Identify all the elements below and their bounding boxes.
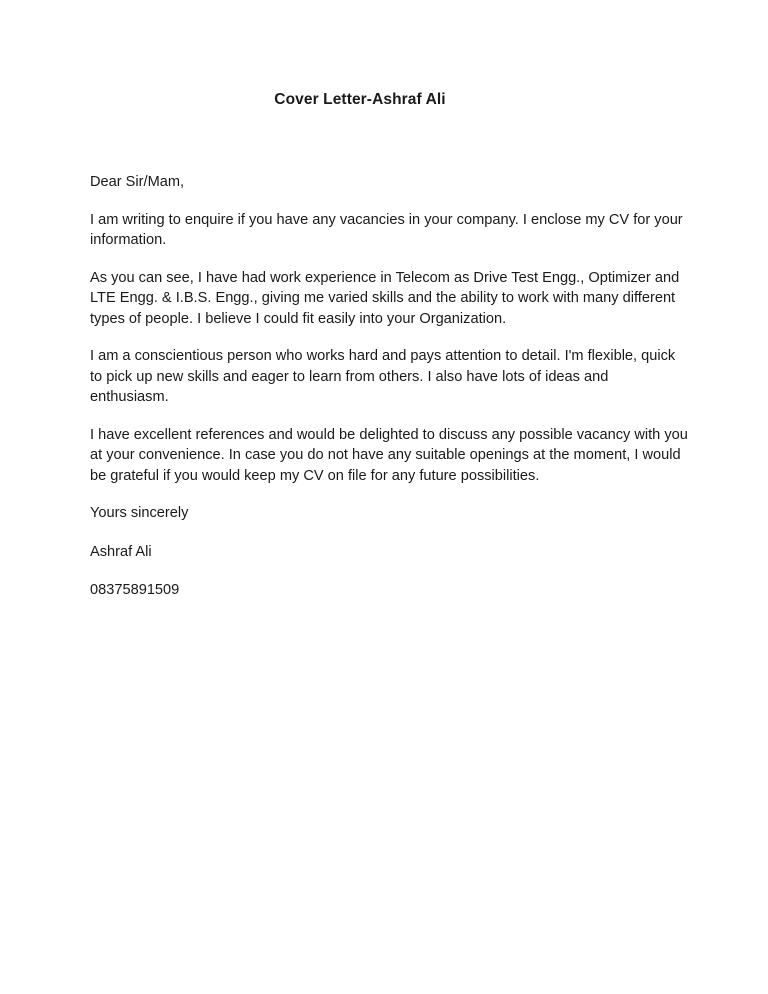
paragraph-experience: As you can see, I have had work experience in Telecom as Drive Test Engg., Optimizer and LTE Engg. & I.B.S. Engg., giving me varied skills and the ability to work with many different types of people. I believe I could fit easily into your Organization. (90, 269, 680, 327)
closing: Yours sincerely (90, 505, 189, 521)
paragraph-enquiry: I am writing to enquire if you have any vacancies in your company. I enclose my CV for your information. (90, 211, 683, 248)
paragraph-references: I have excellent references and would be delighted to discuss any possible vacancy with you at your convenience. In case you do not have any suitable openings at the moment, I would be grateful if you would keep my CV on file for any future possibilities. (90, 426, 688, 484)
signature-name: Ashraf Ali (90, 543, 152, 560)
paragraph-personality: I am a conscientious person who works hard and pays attention to detail. I'm flexible, quick to pick up new skills and eager to learn from others. I also have lots of ideas and enthusiasm. (90, 348, 676, 405)
document-title: Cover Letter-Ashraf Ali (274, 91, 446, 108)
letter-body (90, 172, 690, 618)
phone-number: 08375891509 (90, 582, 180, 598)
salutation: Dear Sir/Mam, (90, 174, 185, 190)
